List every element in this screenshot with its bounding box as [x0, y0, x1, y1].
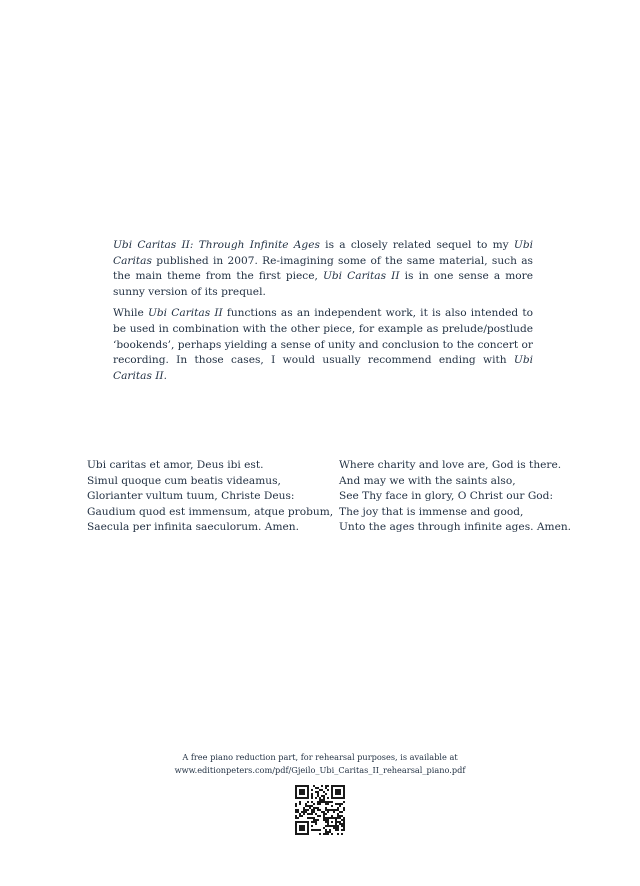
- english-line: And may we with the saints also,: [339, 474, 516, 487]
- work-title: Ubi Caritas II: Through Infinite Ages: [113, 239, 320, 251]
- latin-line: Ubi caritas et amor, Deus ibi est.: [87, 459, 264, 471]
- rehearsal-note: A free piano reduction part, for rehearsal purposes, is available at: [182, 752, 458, 762]
- english-line: Where charity and love are, God is there.: [339, 459, 562, 471]
- latin-line: Glorianter vultum tuum, Christe Deus:: [87, 490, 295, 503]
- english-line: See Thy face in glory, O Christ our God:: [339, 490, 554, 503]
- note-paragraph-2: While Ubi Caritas II functions as an independent work, it is also intended to be used in combination with the other piece, for example as prelude/postlude ‘bookends’, perhaps yielding a sense of unity and conclusion to the concert or recording. In those cases, I would usually recommend ending with Ubi Caritas II.: [113, 307, 534, 382]
- latin-line: Gaudium quod est immensum, atque probum,: [87, 505, 334, 518]
- english-translation: [339, 458, 571, 536]
- latin-text: [87, 458, 333, 536]
- rehearsal-footer: [0, 751, 640, 777]
- latin-line: Simul quoque cum beatis videamus,: [87, 474, 281, 487]
- qr-code-icon[interactable]: [295, 785, 345, 835]
- latin-line: Saecula per infinita saeculorum. Amen.: [87, 521, 299, 534]
- english-line: The joy that is immense and good,: [339, 505, 524, 518]
- english-line: Unto the ages through infinite ages. Amen.: [339, 521, 572, 534]
- rehearsal-url[interactable]: www.editionpeters.com/pdf/Gjeilo_Ubi_Caritas_II_rehearsal_piano.pdf: [174, 765, 466, 775]
- programme-note: [113, 238, 533, 390]
- note-paragraph-1: Ubi Caritas II: Through Infinite Ages is a closely related sequel to my Ubi Caritas published in 2007. Re-imagining some of the same material, such as the main theme from the first piece, Ubi Caritas II is in one sense a more sunny version of its prequel.: [113, 239, 533, 298]
